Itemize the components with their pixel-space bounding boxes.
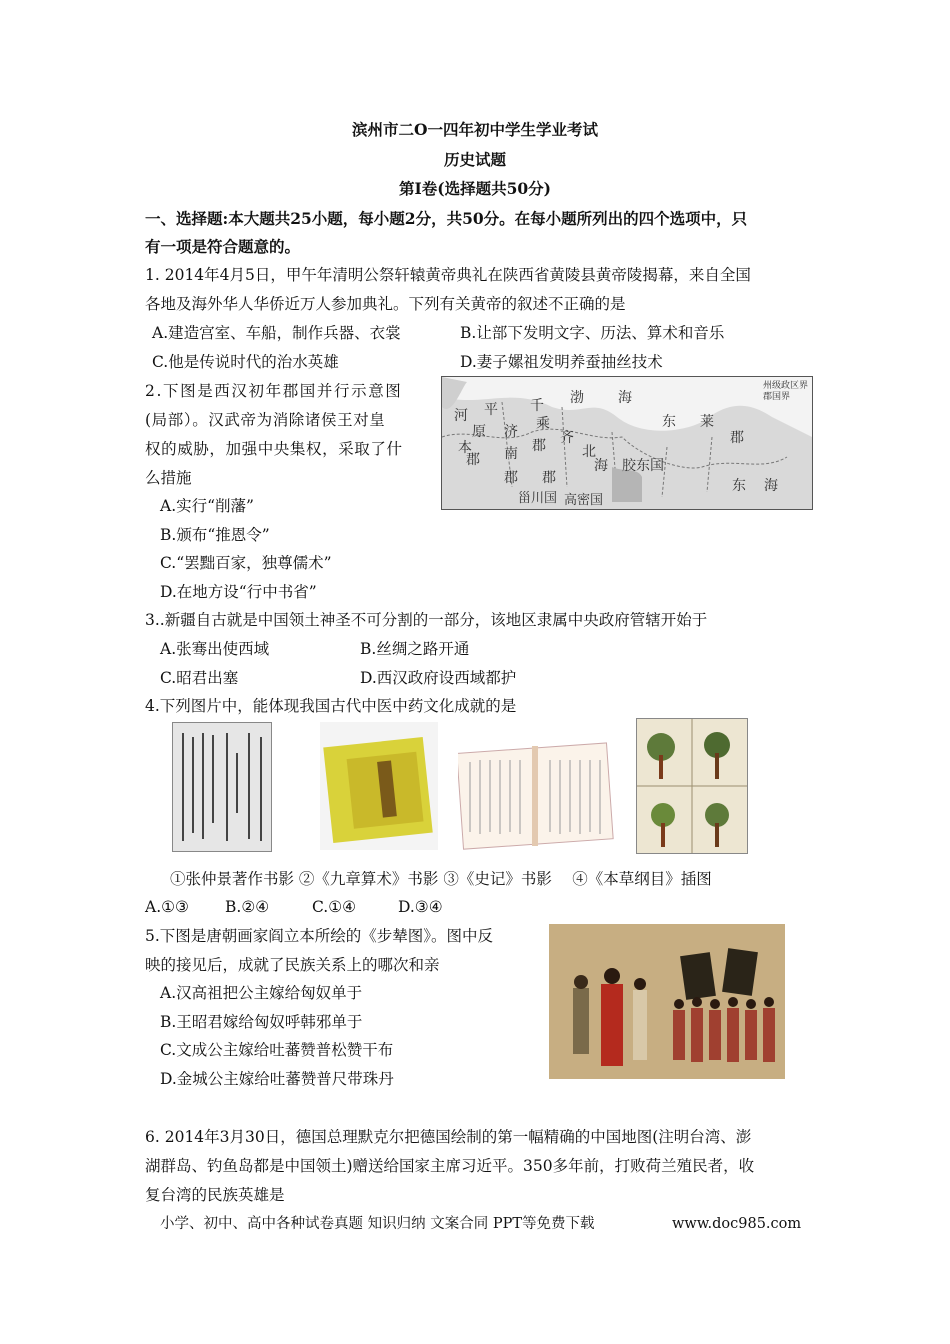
map-label: 东 xyxy=(662,414,676,430)
q4-option-b: B.②④ xyxy=(225,898,270,916)
map-label: 渤 xyxy=(570,390,584,406)
map-label: 郡 xyxy=(542,470,556,486)
q6-stem-line3: 复台湾的民族英雄是 xyxy=(145,1186,285,1204)
q5-option-c: C.文成公主嫁给吐蕃赞普松赞干布 xyxy=(160,1041,394,1059)
q2-stem-line3: 权的威胁，加强中央集权，采取了什 xyxy=(145,440,403,458)
footer-text: 小学、初中、高中各种试卷真题 知识归纳 文案合同 PPT等免费下载 xyxy=(160,1216,595,1232)
q4-stem: 4.下列图片中，能体现我国古代中医中药文化成就的是 xyxy=(145,697,517,715)
map-label: 齐 xyxy=(560,430,574,446)
q4-option-a: A.①③ xyxy=(145,898,189,916)
subject-title: 历史试题 xyxy=(443,150,506,169)
q3-stem: 3..新疆自古就是中国领土神圣不可分割的一部分，该地区隶属中央政府管辖开始于 xyxy=(145,611,708,629)
q4-image-captions: ①张仲景著作书影 ②《九章算术》书影 ③《史记》书影 ④《本草纲目》插图 xyxy=(170,870,712,888)
part-title: 第I卷(选择题共50分) xyxy=(399,179,551,198)
map-label: 郡 xyxy=(504,470,518,486)
q1-option-d: D.妻子嫘祖发明养蚕抽丝技术 xyxy=(460,353,663,371)
map-label: 南 xyxy=(504,446,518,462)
q1-option-a: A.建造宫室、车船，制作兵器、衣裳 xyxy=(152,324,401,342)
q3-option-a: A.张骞出使西域 xyxy=(160,640,270,658)
map-legend xyxy=(763,381,808,403)
map-label: 乘 xyxy=(536,416,550,432)
map-label: 原 xyxy=(472,424,486,440)
map-label: 本 xyxy=(458,440,472,456)
q2-stem-line1: 2.下图是西汉初年郡国并行示意图 xyxy=(145,382,403,400)
q2-option-d: D.在地方设“行中书省” xyxy=(160,583,317,601)
q2-option-b: B.颁布“推恩令” xyxy=(160,526,270,544)
q6-stem-line2: 湖群岛、钓鱼岛都是中国领土)赠送给国家主席习近平。350多年前，打败荷兰殖民者，收 xyxy=(145,1157,755,1175)
q2-stem-line4: 么措施 xyxy=(145,469,192,487)
zhang-zhongjing-book-image xyxy=(172,722,272,852)
q5-stem-line2: 映的接见后，成就了民族关系上的哪次和亲 xyxy=(145,956,440,974)
q4-option-c: C.①④ xyxy=(312,898,357,916)
map-label: 胶东国 xyxy=(622,458,664,474)
map-label: 海 xyxy=(618,390,632,406)
map-label: 济 xyxy=(504,424,518,440)
legend-commandery-border: 郡国界 xyxy=(762,392,790,402)
map-label: 千 xyxy=(530,398,544,414)
jiuzhang-suanshu-image xyxy=(320,722,438,850)
map-label: 北 xyxy=(582,444,596,460)
q1-option-b: B.让部下发明文字、历法、算术和音乐 xyxy=(460,324,725,342)
q3-option-d: D.西汉政府设西域都护 xyxy=(360,669,517,687)
exam-title: 滨州市二O一四年初中学生学业考试 xyxy=(351,120,598,139)
q3-option-b: B.丝绸之路开通 xyxy=(360,640,470,658)
map-label: 莱 xyxy=(700,414,714,430)
map-label: 郡 xyxy=(730,430,744,446)
han-commandery-map xyxy=(441,376,813,510)
q4-option-d: D.③④ xyxy=(398,898,443,916)
q5-option-a: A.汉高祖把公主嫁给匈奴单于 xyxy=(160,984,363,1002)
q5-option-d: D.金城公主嫁给吐蕃赞普尺带珠丹 xyxy=(160,1070,394,1088)
map-label: 海 xyxy=(594,458,608,474)
map-label: 平 xyxy=(484,402,498,418)
instructions-line1: 一、选择题:本大题共25小题，每小题2分，共50分。在每小题所列出的四个选项中，只 xyxy=(145,209,748,228)
bunian-tu-painting xyxy=(549,924,785,1079)
q5-option-b: B.王昭君嫁给匈奴呼韩邪单于 xyxy=(160,1013,363,1031)
bencao-gangmu-illustration xyxy=(636,718,748,854)
q3-option-c: C.昭君出塞 xyxy=(160,669,239,687)
map-label: 河 xyxy=(454,408,468,424)
map-label: 郡 xyxy=(532,438,546,454)
map-label: 甾川国 xyxy=(518,491,558,506)
q2-option-a: A.实行“削藩” xyxy=(160,497,254,515)
q1-stem-line1: 1. 2014年4月5日，甲午年清明公祭轩辕黄帝典礼在陕西省黄陵县黄帝陵揭幕，来自全国 xyxy=(145,266,751,284)
map-label: 东 xyxy=(732,478,746,494)
map-label: 郡 xyxy=(466,452,480,468)
shiji-book-image xyxy=(458,742,614,850)
q1-option-c: C.他是传说时代的治水英雄 xyxy=(152,353,339,371)
legend-province-border: 州级政区界 xyxy=(762,381,808,391)
q1-stem-line2: 各地及海外华人华侨近万人参加典礼。下列有关黄帝的叙述不正确的是 xyxy=(145,295,626,313)
instructions-line2: 有一项是符合题意的。 xyxy=(145,237,301,256)
map-label: 高密国 xyxy=(564,493,604,508)
q2-option-c: C.“罢黜百家，独尊儒术” xyxy=(160,554,332,572)
footer-url[interactable]: www.doc985.com xyxy=(672,1216,802,1232)
q6-stem-line1: 6. 2014年3月30日，德国总理默克尔把德国绘制的第一幅精确的中国地图(注明台湾、澎 xyxy=(145,1128,752,1146)
q5-stem-line1: 5.下图是唐朝画家阎立本所绘的《步辇图》。图中反 xyxy=(145,927,494,945)
map-label: 海 xyxy=(764,478,778,494)
q2-stem-line2: (局部）。汉武帝为消除诸侯王对皇 xyxy=(145,411,386,429)
